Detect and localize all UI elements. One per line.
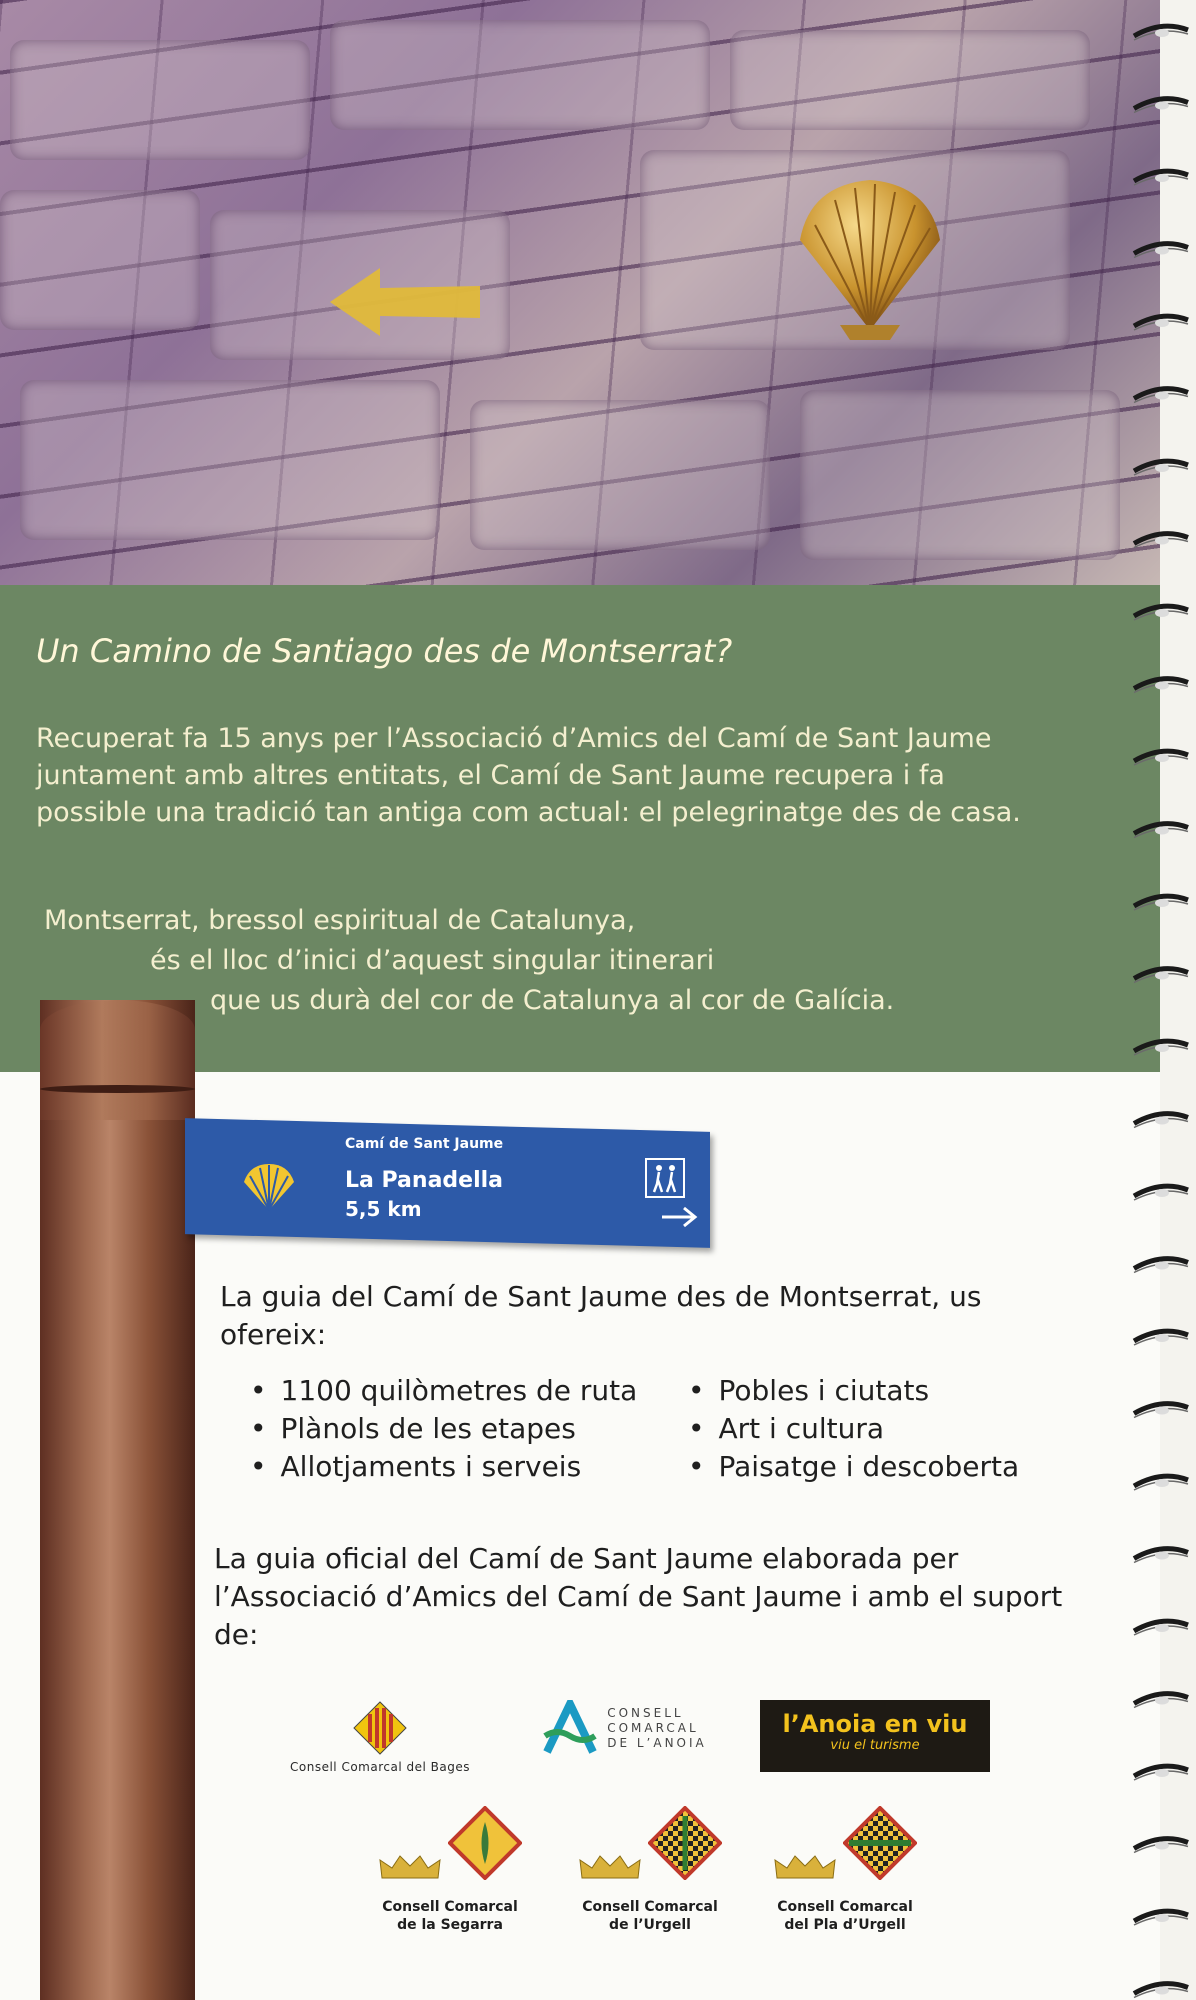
- post-crack: [40, 1085, 195, 1093]
- sign-route-name: Camí de Sant Jaume: [345, 1136, 504, 1152]
- pla-urgell-line-1: Consell Comarcal: [777, 1899, 913, 1915]
- logo-consell-urgell: [560, 1800, 740, 1934]
- cover-photo-stone-wall: [0, 0, 1160, 585]
- stone-block: [10, 40, 310, 160]
- scallop-shell-icon: [240, 1162, 298, 1212]
- logo-consell-segarra: [360, 1800, 540, 1934]
- list-item: • Allotjaments i serveis: [250, 1448, 637, 1486]
- spiral-binding: [1128, 0, 1196, 2000]
- features-list-right: [688, 1372, 1019, 1486]
- verse-line-2: és el lloc d’inici d’aquest singular itinerari: [150, 945, 715, 976]
- urgell-line-1: Consell Comarcal: [582, 1899, 718, 1915]
- guide-intro: La guia del Camí de Sant Jaume des de Montserrat, us ofereix:: [220, 1280, 982, 1351]
- bages-shield-icon: [352, 1700, 408, 1756]
- list-item: • Paisatge i descoberta: [688, 1448, 1019, 1486]
- urgell-shield-icon: [648, 1806, 722, 1880]
- stone-block: [0, 190, 200, 330]
- sign-distance: 5,5 km: [345, 1197, 422, 1221]
- hikers-icon: [645, 1158, 685, 1198]
- bages-caption: Consell Comarcal del Bages: [290, 1760, 470, 1774]
- urgell-line-2: de l’Urgell: [609, 1917, 691, 1933]
- stone-block: [470, 400, 770, 550]
- scallop-shell-icon: [780, 170, 960, 340]
- anoia-tourism-title: l’Anoia en viu: [782, 1710, 968, 1738]
- anoia-line-3: DE L’ANOIA: [607, 1735, 707, 1750]
- wooden-post: [40, 1000, 195, 2000]
- sign-destination: La Panadella: [345, 1168, 504, 1193]
- segarra-line-1: Consell Comarcal: [382, 1899, 518, 1915]
- anoia-a-icon: [543, 1700, 597, 1756]
- crown-icon: [378, 1852, 442, 1880]
- list-item: • 1100 quilòmetres de ruta: [250, 1372, 637, 1410]
- segarra-shield-icon: [448, 1806, 522, 1880]
- arrow-right-icon: [660, 1205, 700, 1229]
- stone-block: [800, 390, 1120, 560]
- list-item: • Art i cultura: [688, 1410, 1019, 1448]
- pla-urgell-shield-icon: [843, 1806, 917, 1880]
- features-list-left: [250, 1372, 637, 1486]
- stone-block: [20, 380, 440, 540]
- list-item: • Pobles i ciutats: [688, 1372, 1019, 1410]
- intro-title: Un Camino de Santiago des de Montserrat?: [36, 632, 733, 670]
- verse-line-1: Montserrat, bressol espiritual de Catalunya,: [44, 905, 636, 936]
- wooden-post-top: [40, 1000, 195, 1120]
- segarra-line-2: de la Segarra: [397, 1917, 503, 1933]
- verse-line-3: que us durà del cor de Catalunya al cor de Galícia.: [210, 985, 895, 1016]
- stone-block: [730, 30, 1090, 130]
- logo-consell-bages: [280, 1700, 480, 1774]
- logo-consell-anoia: [525, 1700, 725, 1756]
- yellow-arrow-icon: [320, 262, 490, 342]
- anoia-line-1: CONSELL: [607, 1705, 684, 1720]
- official-guide-credit: La guia oficial del Camí de Sant Jaume elaborada per l’Associació d’Amics del Camí de Sant Jaume i amb el suport de:: [214, 1542, 1063, 1651]
- logo-consell-pla-urgell: [755, 1800, 935, 1934]
- pla-urgell-line-2: del Pla d’Urgell: [784, 1917, 906, 1933]
- anoia-tourism-sub: viu el turisme: [830, 1738, 920, 1753]
- list-item: • Plànols de les etapes: [250, 1410, 637, 1448]
- intro-paragraph: Recuperat fa 15 anys per l’Associació d’Amics del Camí de Sant Jaume juntament amb altres entitats, el Camí de Sant Jaume recupera i fa possible una tradició tan antiga com actual: el pelegrinatge des de casa.: [36, 723, 1021, 828]
- crown-icon: [578, 1852, 642, 1880]
- stone-block: [330, 20, 710, 130]
- anoia-line-2: COMARCAL: [607, 1720, 699, 1735]
- crown-icon: [773, 1852, 837, 1880]
- logo-anoia-en-viu: [760, 1700, 990, 1772]
